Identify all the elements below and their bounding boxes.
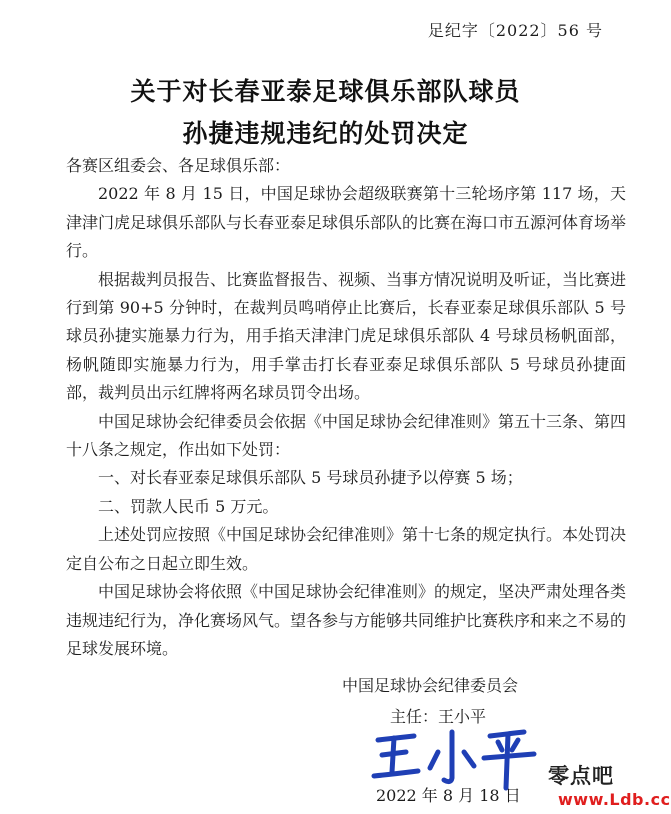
paragraph-closing: 中国足球协会将依照《中国足球协会纪律准则》的规定，坚决严肃处理各类违规违纪行为，净化赛场风气。望各参与方能够共同维护比赛秩序和来之不易的足球发展环境。 [66, 582, 627, 658]
title-line-2: 孙捷违规违纪的处罚决定 [182, 119, 469, 148]
title-line-1: 关于对长春亚泰足球俱乐部队球员 [130, 77, 521, 106]
document-number: 足纪字〔2022〕56 号 [427, 21, 603, 40]
watermark-site-name: 零点吧 [548, 764, 614, 788]
paragraph-basis: 中国足球协会纪律委员会依据《中国足球协会纪律准则》第五十三条、第四十八条之规定，作出如下处罚： [66, 411, 627, 460]
penalty-item-1: 一、对长春亚泰足球俱乐部队 5 号球员孙捷予以停赛 5 场； [98, 468, 523, 488]
signature-organization: 中国足球协会纪律委员会 [342, 676, 519, 695]
document-date: 2022 年 8 月 18 日 [376, 786, 521, 805]
paragraph-findings: 根据裁判员报告、比赛监督报告、视频、当事方情况说明及听证，当比赛进行到第 90+5 分钟时，在裁判员鸣哨停止比赛后，长春亚泰足球俱乐部队 5 号球员孙捷实施暴力行为，用手掐天津津门虎足球俱乐部队 4 号球员杨帆面部，杨帆随即实施暴力行为，用手掌击打长春亚泰足球俱乐部队 5 号球员孙捷面部，裁判员出示红牌将两名球员罚令出场。 [66, 269, 627, 403]
document-body [66, 152, 626, 663]
penalty-item-2: 二、罚款人民币 5 万元。 [98, 496, 279, 516]
paragraph-incident: 2022 年 8 月 15 日，中国足球协会超级联赛第十三轮场序第 117 场，天津津门虎足球俱乐部队与长春亚泰足球俱乐部队的比赛在海口市五源河体育场举行。 [66, 184, 627, 261]
paragraph-effective: 上述处罚应按照《中国足球协会纪律准则》第十七条的规定执行。本处罚决定自公布之日起立即生效。 [66, 525, 627, 573]
signature-title: 主任：王小平 [390, 707, 487, 726]
watermark-url: www.Ldb.cc [558, 790, 671, 809]
salutation: 各赛区组委会、各足球俱乐部： [66, 156, 291, 175]
